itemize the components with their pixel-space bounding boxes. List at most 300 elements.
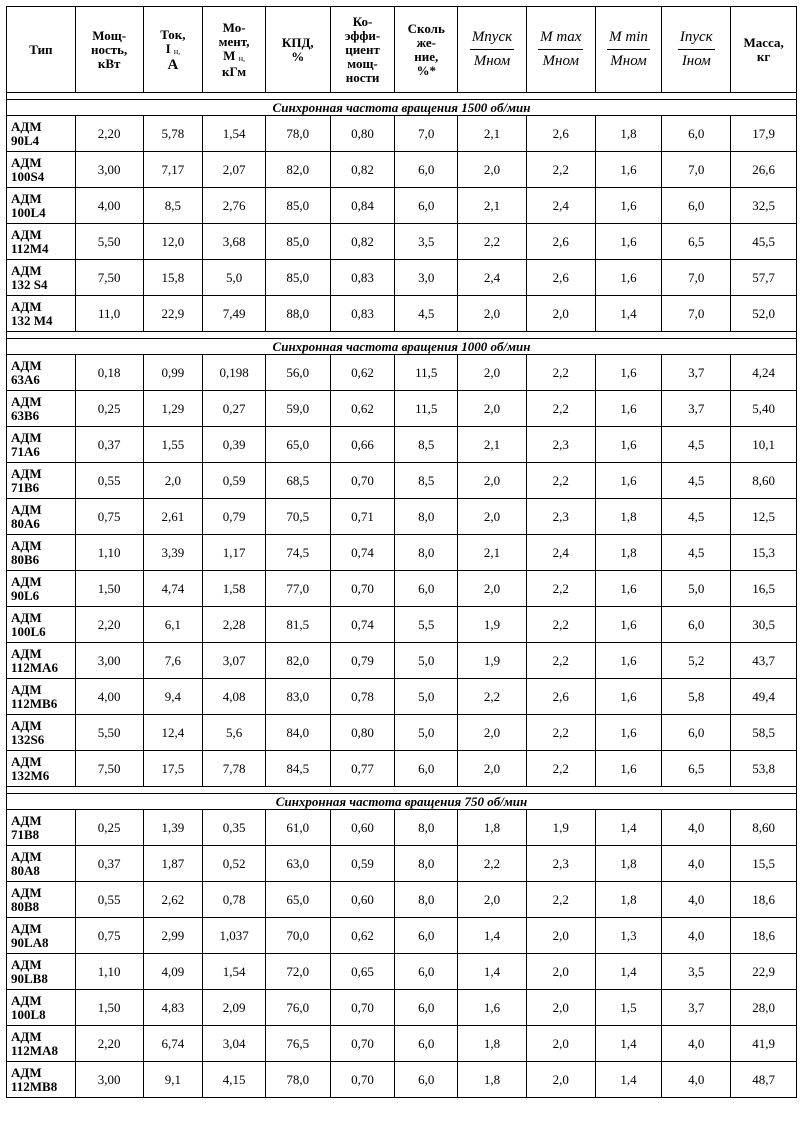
value-cell: 2,1 (458, 116, 527, 152)
value-cell: 6,0 (662, 116, 731, 152)
table-row (7, 607, 797, 643)
value-cell: 8,5 (395, 463, 458, 499)
value-cell: 3,68 (203, 224, 266, 260)
motor-type-line: 71В6 (11, 479, 40, 495)
value-cell: 2,76 (203, 188, 266, 224)
motor-type-cell (7, 918, 76, 954)
motor-type-cell (7, 296, 76, 332)
value-cell: 0,78 (330, 679, 395, 715)
motor-type-line: 112МВ8 (11, 1078, 58, 1094)
value-cell: 0,84 (330, 188, 395, 224)
section-heading-row (7, 339, 797, 355)
value-cell: 6,0 (395, 571, 458, 607)
value-cell: 84,0 (265, 715, 330, 751)
motor-type-cell (7, 188, 76, 224)
table-row (7, 679, 797, 715)
value-cell: 2,0 (526, 1062, 595, 1098)
value-cell: 6,0 (395, 152, 458, 188)
value-cell: 6,0 (395, 188, 458, 224)
value-cell: 2,2 (458, 846, 527, 882)
value-cell: 6,0 (662, 607, 731, 643)
value-cell: 2,1 (458, 427, 527, 463)
value-cell: 8,60 (731, 463, 797, 499)
value-cell: 84,5 (265, 751, 330, 787)
value-cell: 65,0 (265, 427, 330, 463)
section-heading-row (7, 794, 797, 810)
motor-type-line: АДМ (11, 884, 42, 900)
value-cell: 0,27 (203, 391, 266, 427)
value-cell: 2,0 (458, 296, 527, 332)
table-row (7, 355, 797, 391)
table-row (7, 296, 797, 332)
value-cell: 12,0 (143, 224, 203, 260)
motor-type-cell (7, 571, 76, 607)
value-cell: 61,0 (265, 810, 330, 846)
value-cell: 1,87 (143, 846, 203, 882)
value-cell: 5,78 (143, 116, 203, 152)
value-cell: 7,49 (203, 296, 266, 332)
value-cell: 85,0 (265, 188, 330, 224)
table-row (7, 846, 797, 882)
value-cell: 2,2 (526, 643, 595, 679)
value-cell: 11,0 (75, 296, 143, 332)
value-cell: 5,0 (395, 715, 458, 751)
value-cell: 22,9 (731, 954, 797, 990)
value-cell: 4,09 (143, 954, 203, 990)
value-cell: 2,6 (526, 116, 595, 152)
value-cell: 4,0 (662, 882, 731, 918)
motor-type-cell (7, 751, 76, 787)
value-cell: 63,0 (265, 846, 330, 882)
value-cell: 2,3 (526, 427, 595, 463)
value-cell: 45,5 (731, 224, 797, 260)
value-cell: 7,6 (143, 643, 203, 679)
motor-type-cell (7, 391, 76, 427)
value-cell: 8,5 (395, 427, 458, 463)
value-cell: 0,80 (330, 715, 395, 751)
section-spacer (7, 93, 797, 100)
value-cell: 0,80 (330, 116, 395, 152)
value-cell: 0,18 (75, 355, 143, 391)
motor-type-line: 90L6 (11, 587, 40, 603)
value-cell: 0,71 (330, 499, 395, 535)
value-cell: 2,3 (526, 846, 595, 882)
value-cell: 4,83 (143, 990, 203, 1026)
motor-type-line: 100L4 (11, 204, 46, 220)
value-cell: 5,5 (395, 607, 458, 643)
value-cell: 7,50 (75, 751, 143, 787)
motor-type-cell (7, 990, 76, 1026)
table-header (7, 7, 797, 93)
value-cell: 78,0 (265, 1062, 330, 1098)
value-cell: 2,2 (458, 679, 527, 715)
motor-type-cell (7, 535, 76, 571)
motor-type-line: АДМ (11, 1064, 42, 1080)
table-row (7, 1062, 797, 1098)
value-cell: 88,0 (265, 296, 330, 332)
value-cell: 8,5 (143, 188, 203, 224)
header-min-torque-ratio: $\frac{\text{M min}}{\text{Mном}}$ (595, 7, 662, 93)
value-cell: 70,5 (265, 499, 330, 535)
value-cell: 1,6 (595, 260, 662, 296)
value-cell: 1,037 (203, 918, 266, 954)
header-power-factor: Ко- эффи- циент мощ- ности (330, 7, 395, 93)
value-cell: 82,0 (265, 152, 330, 188)
value-cell: 2,20 (75, 607, 143, 643)
value-cell: 0,62 (330, 918, 395, 954)
value-cell: 6,0 (395, 954, 458, 990)
table-row (7, 715, 797, 751)
value-cell: 1,4 (595, 810, 662, 846)
motor-type-line: 112МА6 (11, 659, 58, 675)
value-cell: 1,4 (595, 296, 662, 332)
value-cell: 58,5 (731, 715, 797, 751)
value-cell: 2,2 (526, 571, 595, 607)
value-cell: 6,74 (143, 1026, 203, 1062)
value-cell: 2,20 (75, 1026, 143, 1062)
value-cell: 0,55 (75, 463, 143, 499)
value-cell: 7,0 (662, 296, 731, 332)
value-cell: 6,5 (662, 224, 731, 260)
value-cell: 1,6 (595, 427, 662, 463)
value-cell: 2,0 (526, 296, 595, 332)
value-cell: 2,09 (203, 990, 266, 1026)
value-cell: 1,8 (595, 882, 662, 918)
motor-type-line: АДМ (11, 609, 42, 625)
motor-type-cell (7, 260, 76, 296)
table-row (7, 751, 797, 787)
value-cell: 2,4 (526, 188, 595, 224)
motor-type-line: АДМ (11, 645, 42, 661)
value-cell: 4,24 (731, 355, 797, 391)
value-cell: 12,5 (731, 499, 797, 535)
value-cell: 4,5 (395, 296, 458, 332)
motor-type-line: АДМ (11, 537, 42, 553)
value-cell: 1,39 (143, 810, 203, 846)
motor-type-line: 90L4 (11, 132, 40, 148)
header-type: Тип (7, 7, 76, 93)
value-cell: 2,2 (526, 882, 595, 918)
motor-type-line: 112МВ6 (11, 695, 58, 711)
motor-type-line: 100S4 (11, 168, 45, 184)
value-cell: 8,0 (395, 810, 458, 846)
motor-type-line: 90LB8 (11, 970, 48, 986)
header-mass: Масса, кг (731, 7, 797, 93)
motor-type-line: АДМ (11, 465, 42, 481)
value-cell: 1,8 (458, 1026, 527, 1062)
value-cell: 1,6 (595, 391, 662, 427)
value-cell: 4,0 (662, 1026, 731, 1062)
value-cell: 0,59 (203, 463, 266, 499)
motor-type-cell (7, 224, 76, 260)
value-cell: 7,17 (143, 152, 203, 188)
table-row (7, 463, 797, 499)
header-current: Ток, I $_{н,}$ А (143, 7, 203, 93)
value-cell: 68,5 (265, 463, 330, 499)
value-cell: 0,70 (330, 571, 395, 607)
value-cell: 1,58 (203, 571, 266, 607)
motor-type-line: 80В8 (11, 898, 40, 914)
value-cell: 1,9 (458, 607, 527, 643)
value-cell: 28,0 (731, 990, 797, 1026)
value-cell: 0,37 (75, 846, 143, 882)
value-cell: 1,6 (595, 715, 662, 751)
value-cell: 2,0 (458, 152, 527, 188)
value-cell: 8,0 (395, 535, 458, 571)
value-cell: 32,5 (731, 188, 797, 224)
value-cell: 0,70 (330, 990, 395, 1026)
value-cell: 0,66 (330, 427, 395, 463)
value-cell: 22,9 (143, 296, 203, 332)
motor-type-cell (7, 463, 76, 499)
value-cell: 1,50 (75, 571, 143, 607)
value-cell: 6,0 (395, 918, 458, 954)
value-cell: 0,79 (330, 643, 395, 679)
table-row (7, 427, 797, 463)
value-cell: 3,5 (395, 224, 458, 260)
section-heading-row (7, 100, 797, 116)
value-cell: 1,6 (595, 571, 662, 607)
table-row (7, 918, 797, 954)
value-cell: 2,2 (526, 391, 595, 427)
value-cell: 0,83 (330, 296, 395, 332)
value-cell: 1,55 (143, 427, 203, 463)
value-cell: 85,0 (265, 224, 330, 260)
motor-type-line: АДМ (11, 956, 42, 972)
value-cell: 0,74 (330, 607, 395, 643)
value-cell: 4,15 (203, 1062, 266, 1098)
value-cell: 72,0 (265, 954, 330, 990)
motor-type-cell (7, 954, 76, 990)
motor-type-line: АДМ (11, 812, 42, 828)
value-cell: 12,4 (143, 715, 203, 751)
value-cell: 2,0 (458, 751, 527, 787)
value-cell: 2,1 (458, 535, 527, 571)
value-cell: 0,83 (330, 260, 395, 296)
motor-type-line: 112M4 (11, 240, 49, 256)
value-cell: 3,00 (75, 152, 143, 188)
value-cell: 4,5 (662, 427, 731, 463)
motor-type-cell (7, 1062, 76, 1098)
value-cell: 1,6 (595, 463, 662, 499)
value-cell: 6,0 (395, 751, 458, 787)
value-cell: 2,62 (143, 882, 203, 918)
value-cell: 0,70 (330, 463, 395, 499)
value-cell: 0,39 (203, 427, 266, 463)
value-cell: 11,5 (395, 391, 458, 427)
value-cell: 1,8 (458, 810, 527, 846)
value-cell: 0,59 (330, 846, 395, 882)
section-title: Синхронная частота вращения 1000 об/мин (7, 339, 797, 355)
value-cell: 76,5 (265, 1026, 330, 1062)
value-cell: 0,60 (330, 882, 395, 918)
value-cell: 1,6 (595, 355, 662, 391)
motor-type-line: 71В8 (11, 826, 40, 842)
value-cell: 2,6 (526, 679, 595, 715)
value-cell: 2,0 (458, 715, 527, 751)
motor-type-line: АДМ (11, 920, 42, 936)
value-cell: 0,82 (330, 152, 395, 188)
value-cell: 2,2 (526, 607, 595, 643)
spacer-cell (7, 787, 797, 794)
value-cell: 0,77 (330, 751, 395, 787)
value-cell: 2,0 (458, 463, 527, 499)
value-cell: 7,50 (75, 260, 143, 296)
table-row (7, 571, 797, 607)
value-cell: 3,00 (75, 1062, 143, 1098)
value-cell: 74,5 (265, 535, 330, 571)
header-start-current-ratio: $\frac{\text{Iпуск}}{\text{Iном}}$ (662, 7, 731, 93)
value-cell: 2,2 (526, 463, 595, 499)
value-cell: 9,1 (143, 1062, 203, 1098)
value-cell: 3,7 (662, 355, 731, 391)
value-cell: 0,62 (330, 391, 395, 427)
value-cell: 5,0 (662, 571, 731, 607)
value-cell: 1,9 (458, 643, 527, 679)
value-cell: 4,00 (75, 188, 143, 224)
value-cell: 18,6 (731, 882, 797, 918)
value-cell: 0,99 (143, 355, 203, 391)
motor-type-line: АДМ (11, 717, 42, 733)
value-cell: 18,6 (731, 918, 797, 954)
value-cell: 4,5 (662, 499, 731, 535)
value-cell: 0,75 (75, 918, 143, 954)
motor-type-cell (7, 152, 76, 188)
header-max-torque-ratio: $\frac{\text{M max}}{\text{Mном}}$ (526, 7, 595, 93)
value-cell: 53,8 (731, 751, 797, 787)
value-cell: 0,60 (330, 810, 395, 846)
motor-type-line: АДМ (11, 118, 42, 134)
value-cell: 1,6 (458, 990, 527, 1026)
table-row (7, 188, 797, 224)
value-cell: 11,5 (395, 355, 458, 391)
value-cell: 2,2 (526, 751, 595, 787)
value-cell: 6,5 (662, 751, 731, 787)
motor-type-cell (7, 810, 76, 846)
motor-type-line: АДМ (11, 1028, 42, 1044)
value-cell: 0,74 (330, 535, 395, 571)
value-cell: 70,0 (265, 918, 330, 954)
spacer-cell (7, 93, 797, 100)
motor-type-line: АДМ (11, 226, 42, 242)
motor-type-line: 80А8 (11, 862, 40, 878)
motor-type-line: 100L6 (11, 623, 46, 639)
value-cell: 0,75 (75, 499, 143, 535)
value-cell: 83,0 (265, 679, 330, 715)
motor-specs-table (6, 6, 797, 1098)
value-cell: 3,04 (203, 1026, 266, 1062)
motor-type-cell (7, 715, 76, 751)
value-cell: 17,9 (731, 116, 797, 152)
value-cell: 1,4 (595, 1062, 662, 1098)
table-row (7, 1026, 797, 1062)
value-cell: 30,5 (731, 607, 797, 643)
value-cell: 8,0 (395, 846, 458, 882)
motor-type-line: АДМ (11, 357, 42, 373)
value-cell: 5,0 (395, 679, 458, 715)
value-cell: 15,3 (731, 535, 797, 571)
motor-type-line: АДМ (11, 154, 42, 170)
value-cell: 1,10 (75, 535, 143, 571)
value-cell: 0,70 (330, 1026, 395, 1062)
section-spacer (7, 787, 797, 794)
value-cell: 4,0 (662, 810, 731, 846)
value-cell: 1,6 (595, 751, 662, 787)
value-cell: 85,0 (265, 260, 330, 296)
value-cell: 3,07 (203, 643, 266, 679)
value-cell: 59,0 (265, 391, 330, 427)
value-cell: 6,1 (143, 607, 203, 643)
value-cell: 76,0 (265, 990, 330, 1026)
value-cell: 1,6 (595, 224, 662, 260)
value-cell: 1,4 (458, 918, 527, 954)
table-row (7, 810, 797, 846)
value-cell: 2,0 (458, 391, 527, 427)
motor-type-cell (7, 607, 76, 643)
motor-type-line: 132М6 (11, 767, 50, 783)
table-body (7, 93, 797, 1098)
value-cell: 2,0 (458, 355, 527, 391)
value-cell: 0,62 (330, 355, 395, 391)
value-cell: 1,4 (595, 1026, 662, 1062)
value-cell: 3,0 (395, 260, 458, 296)
value-cell: 7,0 (662, 260, 731, 296)
value-cell: 4,74 (143, 571, 203, 607)
motor-type-cell (7, 846, 76, 882)
value-cell: 4,5 (662, 535, 731, 571)
value-cell: 5,40 (731, 391, 797, 427)
motor-type-line: 90LA8 (11, 934, 49, 950)
value-cell: 4,0 (662, 846, 731, 882)
motor-type-line: 80В6 (11, 551, 40, 567)
motor-type-line: 132S6 (11, 731, 45, 747)
value-cell: 1,4 (458, 954, 527, 990)
value-cell: 4,0 (662, 1062, 731, 1098)
value-cell: 1,10 (75, 954, 143, 990)
value-cell: 43,7 (731, 643, 797, 679)
motor-type-cell (7, 355, 76, 391)
value-cell: 17,5 (143, 751, 203, 787)
motor-type-line: 112МА8 (11, 1042, 58, 1058)
value-cell: 3,39 (143, 535, 203, 571)
value-cell: 2,4 (458, 260, 527, 296)
motor-type-line: АДМ (11, 429, 42, 445)
value-cell: 0,198 (203, 355, 266, 391)
value-cell: 5,0 (395, 643, 458, 679)
table-row (7, 116, 797, 152)
section-title: Синхронная частота вращения 750 об/мин (7, 794, 797, 810)
value-cell: 3,00 (75, 643, 143, 679)
motor-type-line: 132 S4 (11, 276, 48, 292)
value-cell: 56,0 (265, 355, 330, 391)
value-cell: 2,2 (526, 152, 595, 188)
motor-type-line: 132 M4 (11, 312, 53, 328)
value-cell: 57,7 (731, 260, 797, 296)
section-title: Синхронная частота вращения 1500 об/мин (7, 100, 797, 116)
value-cell: 5,8 (662, 679, 731, 715)
value-cell: 2,0 (458, 499, 527, 535)
value-cell: 1,3 (595, 918, 662, 954)
value-cell: 1,6 (595, 643, 662, 679)
table-row (7, 535, 797, 571)
value-cell: 4,08 (203, 679, 266, 715)
value-cell: 0,78 (203, 882, 266, 918)
value-cell: 2,0 (526, 1026, 595, 1062)
header-power: Мощ- ность, кВт (75, 7, 143, 93)
motor-type-line: АДМ (11, 190, 42, 206)
value-cell: 1,6 (595, 679, 662, 715)
value-cell: 26,6 (731, 152, 797, 188)
